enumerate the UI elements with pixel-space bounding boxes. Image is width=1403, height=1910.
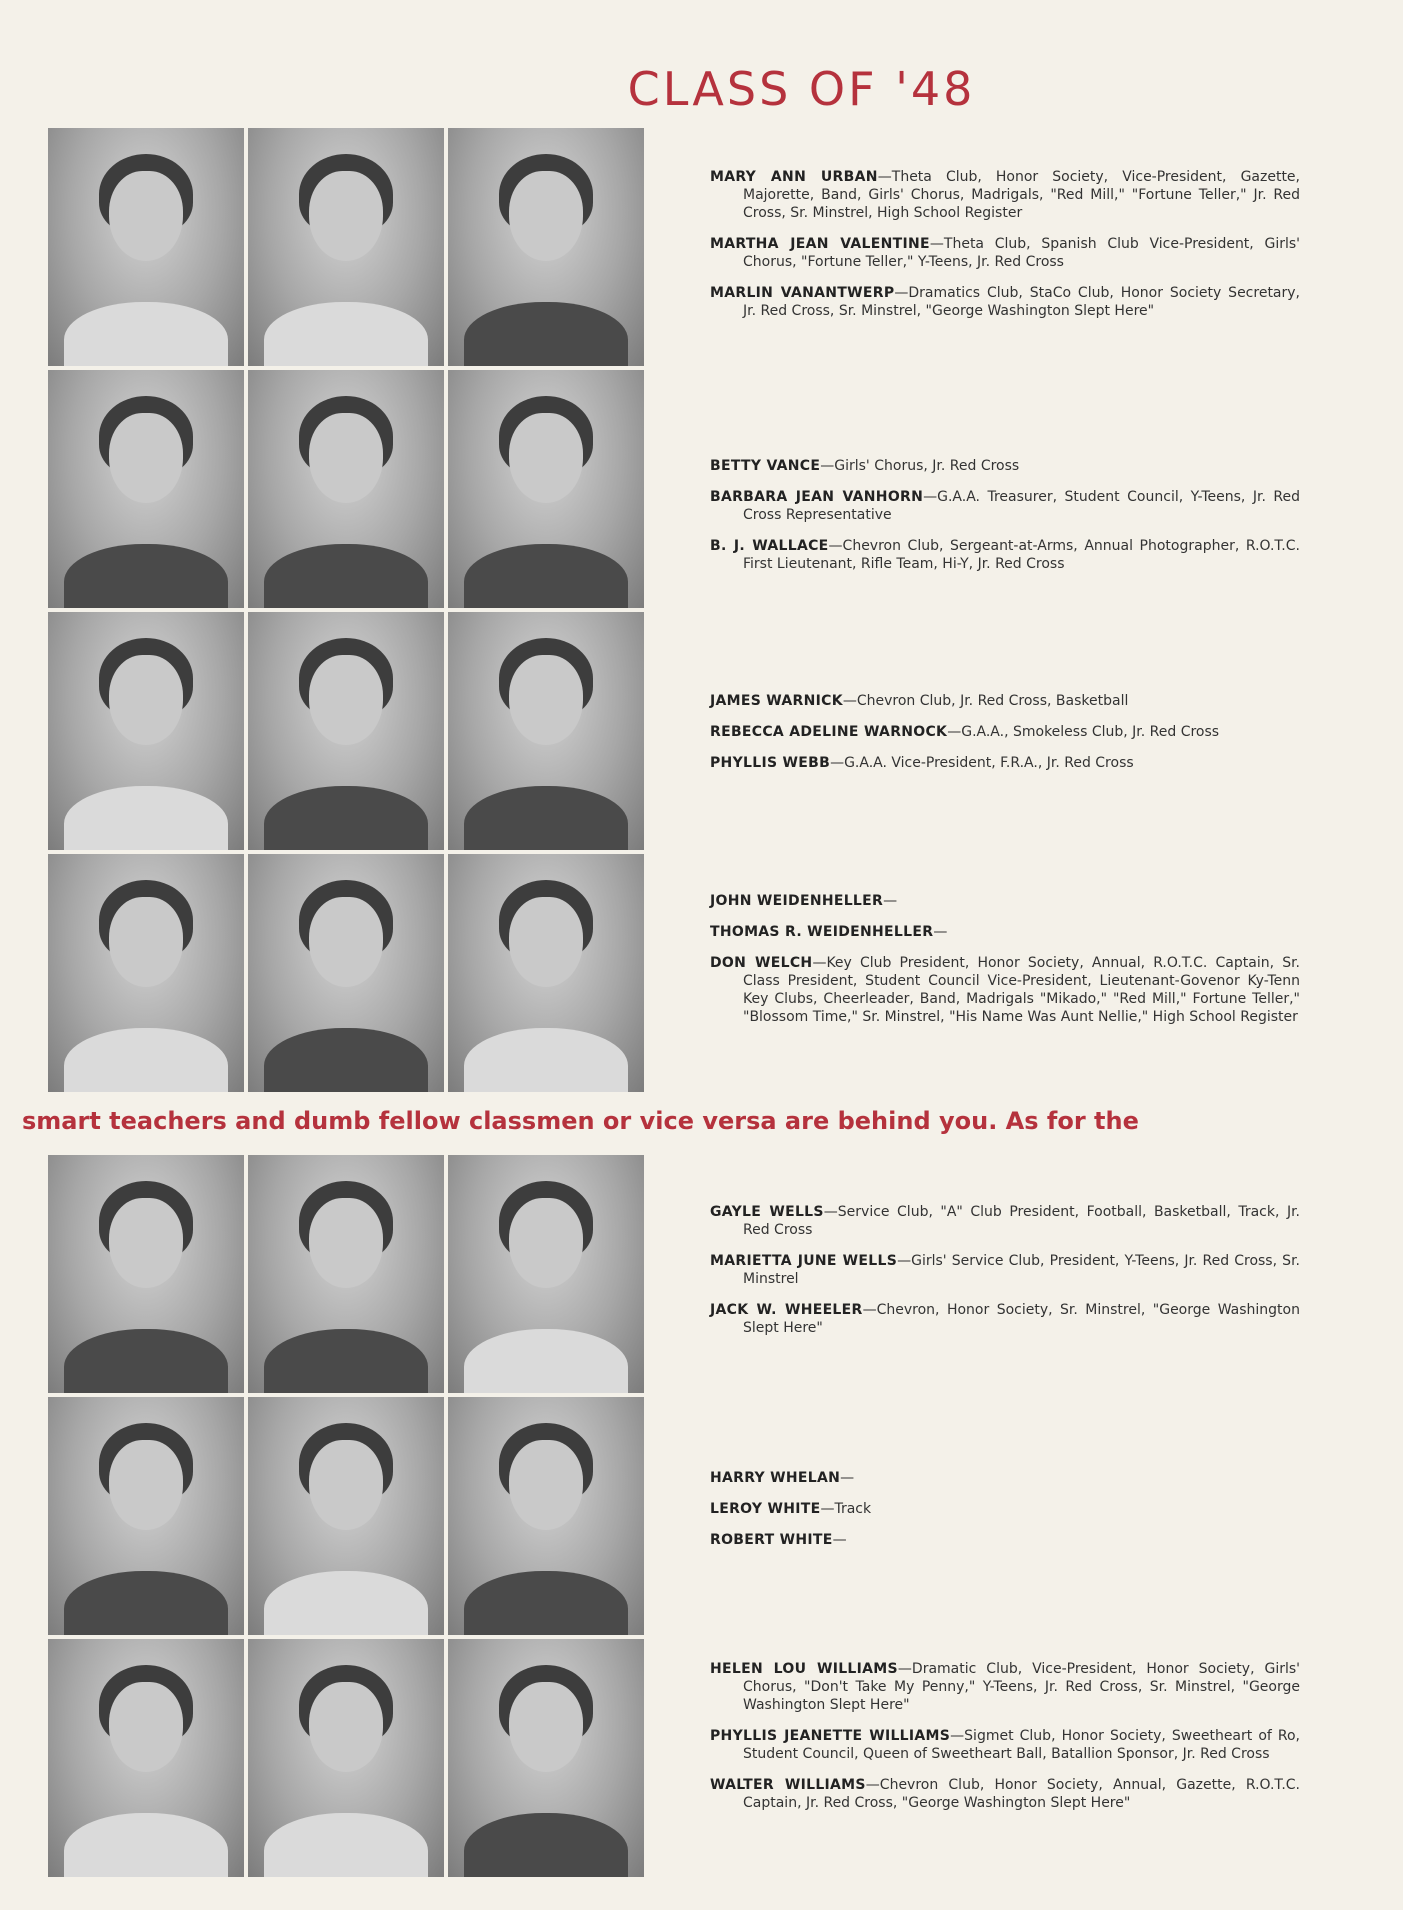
student-entry: JOHN WEIDENHELLER—	[710, 893, 898, 909]
student-name: MARY ANN URBAN	[710, 169, 878, 185]
portrait-photo	[448, 854, 644, 1092]
student-activities: Track	[834, 1501, 872, 1517]
portrait-photo	[248, 1639, 444, 1877]
page-title: CLASS OF '48	[627, 62, 976, 116]
student-name: ROBERT WHITE	[710, 1532, 833, 1548]
student-activities: Girls' Chorus, Jr. Red Cross	[834, 458, 1020, 474]
student-activities: Chevron Club, Sergeant-at-Arms, Annual Photographer, R.O.T.C. First Lieutenant, Rifle Team, Hi-Y, Jr. Red Cross	[743, 538, 1300, 572]
bio-group-7	[710, 1660, 1300, 1825]
portrait-photo	[448, 128, 644, 366]
portrait-photo	[248, 1155, 444, 1393]
student-name: MARIETTA JUNE WELLS	[710, 1253, 898, 1269]
student-activities: G.A.A. Treasurer, Student Council, Y-Teens, Jr. Red Cross Representative	[743, 489, 1300, 523]
student-activities: G.A.A. Vice-President, F.R.A., Jr. Red Cross	[844, 755, 1134, 771]
portrait-photo	[48, 854, 244, 1092]
student-name: B. J. WALLACE	[710, 538, 829, 554]
portrait-photo	[248, 612, 444, 850]
student-name: JOHN WEIDENHELLER	[710, 893, 884, 909]
portrait-photo	[48, 1155, 244, 1393]
student-name: JAMES WARNICK	[710, 693, 843, 709]
student-activities: Dramatic Club, Vice-President, Honor Society, Girls' Chorus, "Don't Take My Penny," Y-Teens, Jr. Red Cross, Sr. Minstrel, "George Washington Slept Here"	[743, 1661, 1301, 1713]
student-entry: BARBARA JEAN VANHORN—G.A.A. Treasurer, Student Council, Y-Teens, Jr. Red Cross Representative	[710, 489, 1300, 523]
portrait-photo	[48, 370, 244, 608]
student-entry: THOMAS R. WEIDENHELLER—	[710, 924, 948, 940]
student-name: MARLIN VANANTWERP	[710, 285, 895, 301]
student-activities: Key Club President, Honor Society, Annual, R.O.T.C. Captain, Sr. Class President, Student Council Vice-President, Lieutenant-Govenor Ky-Tenn Key Clubs, Cheerleader, Band, Madrigals "Mikado," "Red Mill," Fortune Teller," "Blossom Time," Sr. Minstrel, "His Name Was Aunt Nellie," High School Register	[743, 955, 1300, 1025]
student-entry: PHYLLIS JEANETTE WILLIAMS—Sigmet Club, Honor Society, Sweetheart of Ro, Student Council, Queen of Sweetheart Ball, Batallion Sponsor, Jr. Red Cross	[710, 1728, 1301, 1762]
student-entry: MARY ANN URBAN—Theta Club, Honor Society, Vice-President, Gazette, Majorette, Band, Girls' Chorus, Madrigals, "Red Mill," "Fortune Teller," Jr. Red Cross, Sr. Minstrel, High School Register	[710, 169, 1300, 221]
student-name: WALTER WILLIAMS	[710, 1777, 866, 1793]
student-name: HARRY WHELAN	[710, 1470, 841, 1486]
bio-group-1	[710, 168, 1300, 333]
portrait-grid-top	[48, 128, 650, 1092]
bio-group-6	[710, 1469, 1300, 1562]
portrait-photo	[448, 370, 644, 608]
portrait-photo	[448, 1155, 644, 1393]
portrait-photo	[248, 854, 444, 1092]
student-activities: Sigmet Club, Honor Society, Sweetheart of Ro, Student Council, Queen of Sweetheart Ball, Batallion Sponsor, Jr. Red Cross	[743, 1728, 1301, 1762]
portrait-photo	[48, 128, 244, 366]
student-entry: JACK W. WHEELER—Chevron, Honor Society, Sr. Minstrel, "George Washington Slept Here"	[710, 1302, 1300, 1336]
student-name: JACK W. WHEELER	[710, 1302, 863, 1318]
student-name: LEROY WHITE	[710, 1501, 821, 1517]
student-entry: ROBERT WHITE—	[710, 1532, 847, 1548]
student-activities: Chevron Club, Honor Society, Annual, Gazette, R.O.T.C. Captain, Jr. Red Cross, "George Washington Slept Here"	[743, 1777, 1300, 1811]
portrait-photo	[48, 1397, 244, 1635]
student-entry: MARIETTA JUNE WELLS—Girls' Service Club, President, Y-Teens, Jr. Red Cross, Sr. Minstrel	[710, 1253, 1300, 1287]
portrait-photo	[248, 1397, 444, 1635]
student-entry: PHYLLIS WEBB—G.A.A. Vice-President, F.R.A., Jr. Red Cross	[710, 755, 1134, 771]
student-name: GAYLE WELLS	[710, 1204, 824, 1220]
student-entry: REBECCA ADELINE WARNOCK—G.A.A., Smokeless Club, Jr. Red Cross	[710, 724, 1220, 740]
student-name: THOMAS R. WEIDENHELLER	[710, 924, 934, 940]
student-entry: JAMES WARNICK—Chevron Club, Jr. Red Cross, Basketball	[710, 693, 1129, 709]
student-activities: Theta Club, Spanish Club Vice-President, Girls' Chorus, "Fortune Teller," Y-Teens, Jr. Red Cross	[743, 236, 1300, 270]
student-activities: Girls' Service Club, President, Y-Teens, Jr. Red Cross, Sr. Minstrel	[743, 1253, 1300, 1287]
student-name: PHYLLIS JEANETTE WILLIAMS	[710, 1728, 951, 1744]
portrait-photo	[448, 612, 644, 850]
student-name: DON WELCH	[710, 955, 813, 971]
student-activities: Service Club, "A" Club President, Football, Basketball, Track, Jr. Red Cross	[743, 1204, 1300, 1238]
student-name: REBECCA ADELINE WARNOCK	[710, 724, 948, 740]
student-activities: Theta Club, Honor Society, Vice-President, Gazette, Majorette, Band, Girls' Chorus, Madrigals, "Red Mill," "Fortune Teller," Jr. Red Cross, Sr. Minstrel, High School Register	[743, 169, 1300, 221]
student-entry: LEROY WHITE—Track	[710, 1501, 872, 1517]
bio-group-3	[710, 692, 1300, 785]
student-activities: G.A.A., Smokeless Club, Jr. Red Cross	[961, 724, 1220, 740]
portrait-photo	[48, 612, 244, 850]
bio-group-5	[710, 1203, 1300, 1350]
student-activities: Chevron Club, Jr. Red Cross, Basketball	[856, 693, 1129, 709]
bio-group-2	[710, 457, 1300, 586]
student-name: PHYLLIS WEBB	[710, 755, 831, 771]
portrait-grid-bottom	[48, 1155, 650, 1877]
portrait-photo	[448, 1397, 644, 1635]
student-entry: HARRY WHELAN—	[710, 1470, 855, 1486]
student-entry: MARLIN VANANTWERP—Dramatics Club, StaCo Club, Honor Society Secretary, Jr. Red Cross, Sr. Minstrel, "George Washington Slept Here"	[710, 285, 1300, 319]
student-entry: B. J. WALLACE—Chevron Club, Sergeant-at-Arms, Annual Photographer, R.O.T.C. First Lieutenant, Rifle Team, Hi-Y, Jr. Red Cross	[710, 538, 1300, 572]
student-entry: DON WELCH—Key Club President, Honor Society, Annual, R.O.T.C. Captain, Sr. Class President, Student Council Vice-President, Lieutenant-Govenor Ky-Tenn Key Clubs, Cheerleader, Band, Madrigals "Mikado," "Red Mill," Fortune Teller," "Blossom Time," Sr. Minstrel, "His Name Was Aunt Nellie," High School Register	[710, 955, 1300, 1025]
banner-text: smart teachers and dumb fellow classmen or vice versa are behind you. As for the	[22, 1107, 1139, 1135]
student-name: HELEN LOU WILLIAMS	[710, 1661, 898, 1677]
portrait-photo	[248, 370, 444, 608]
student-entry: GAYLE WELLS—Service Club, "A" Club President, Football, Basketball, Track, Jr. Red Cross	[710, 1204, 1300, 1238]
portrait-photo	[248, 128, 444, 366]
portrait-photo	[48, 1639, 244, 1877]
student-activities: Dramatics Club, StaCo Club, Honor Society Secretary, Jr. Red Cross, Sr. Minstrel, "George Washington Slept Here"	[743, 285, 1300, 319]
bio-group-4	[710, 892, 1300, 1039]
student-name: MARTHA JEAN VALENTINE	[710, 236, 930, 252]
portrait-photo	[448, 1639, 644, 1877]
student-name: BETTY VANCE	[710, 458, 821, 474]
student-entry: BETTY VANCE—Girls' Chorus, Jr. Red Cross	[710, 458, 1020, 474]
student-name: BARBARA JEAN VANHORN	[710, 489, 924, 505]
student-entry: MARTHA JEAN VALENTINE—Theta Club, Spanish Club Vice-President, Girls' Chorus, "Fortune Teller," Y-Teens, Jr. Red Cross	[710, 236, 1300, 270]
student-entry: HELEN LOU WILLIAMS—Dramatic Club, Vice-President, Honor Society, Girls' Chorus, "Don't Take My Penny," Y-Teens, Jr. Red Cross, Sr. Minstrel, "George Washington Slept Here"	[710, 1661, 1301, 1713]
student-entry: WALTER WILLIAMS—Chevron Club, Honor Society, Annual, Gazette, R.O.T.C. Captain, Jr. Red Cross, "George Washington Slept Here"	[710, 1777, 1300, 1811]
student-activities: Chevron, Honor Society, Sr. Minstrel, "George Washington Slept Here"	[743, 1302, 1300, 1336]
